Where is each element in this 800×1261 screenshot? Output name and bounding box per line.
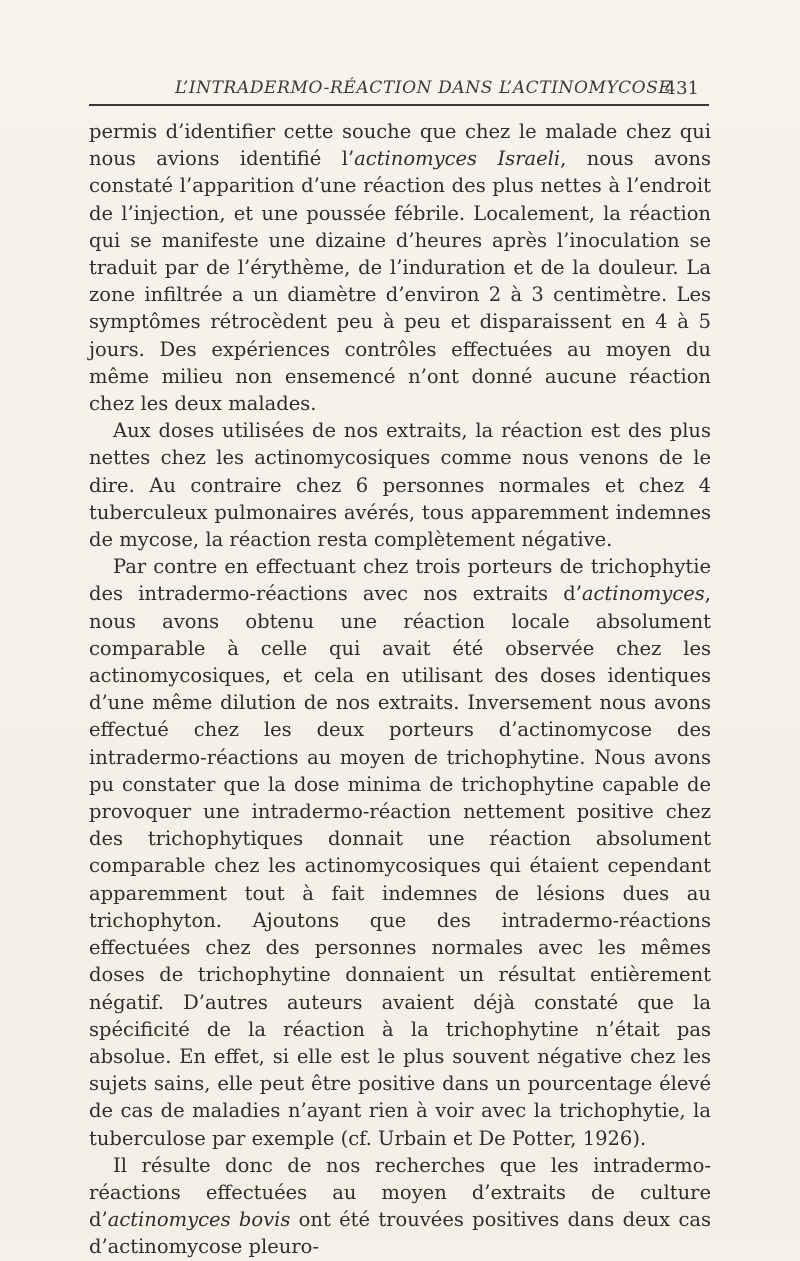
paragraph-1-run-3: , nous avons constaté l’apparition d’une réaction des plus nettes à l’endroit de l’injection, et une poussée fébrile. Localement, la réaction qui se manifeste une dizaine d’heures après l’inoculation se traduit par de l’érythème, de l’induration et de la douleur. La zone infiltrée a un diamètre d’environ 2 à 3 centimètre. Les symptômes rétrocèdent peu à peu et disparaissent en 4 à 5 jours. Des expériences contrôles effectuées au moyen du même milieu non ensemencé n’ont donné aucune réaction chez les deux malades. (89, 147, 711, 416)
paragraph-4-run-1: Il résulte donc de nos recherches que les intradermo-réactions effectuées au moyen d’extraits de culture d’ (89, 1153, 711, 1232)
paragraph-2-run-1: Aux doses utilisées de nos extraits, la réaction est des plus nettes chez les actinomycosiques comme nous venons de le dire. Au contraire chez 6 personnes normales et chez 4 tuberculeux pulmonaires avérés, tous apparemment indemnes de mycose, la réaction resta complètement négative. (89, 419, 711, 552)
paragraph-2 (89, 417, 711, 553)
header-rule (89, 104, 709, 106)
paragraph-3-run-2-italic: actinomyces (581, 582, 705, 606)
paragraph-3-run-1: Par contre en effectuant chez trois porteurs de trichophytie des intradermo-réactions avec nos extraits d’ (89, 555, 711, 606)
paragraph-4-run-2-italic: actinomyces bovis (107, 1208, 291, 1232)
paragraph-3 (89, 553, 711, 1151)
paragraph-1-run-2-italic: actinomyces Israeli (354, 147, 561, 171)
page-number: 431 (664, 78, 699, 99)
paragraph-4-run-3: ont été trouvées positives dans deux cas d’actinomycose pleuro- (89, 1208, 711, 1259)
page-header (89, 70, 709, 110)
paragraph-3-run-3: , nous avons obtenu une réaction locale absolument comparable à celle qui avait été observée chez les actinomycosiques, et cela en utilisant des doses identiques d’une même dilution de nos extraits. Inversement nous avons effectué chez les deux porteurs d’actinomycose des intradermo-réactions au moyen de trichophytine. Nous avons pu constater que la dose minima de trichophytine capable de provoquer une intradermo-réaction nettement positive chez des trichophytiques donnait une réaction absolument comparable chez les actinomycosiques qui étaient cependant apparemment tout à fait indemnes de lésions dues au trichophyton. Ajoutons que des intradermo-réactions effectuées chez des personnes normales avec les mêmes doses de trichophytine donnaient un résultat entièrement négatif. D’autres auteurs avaient déjà constaté que la spécificité de la réaction à la trichophytine n’était pas absolue. En effet, si elle est le plus souvent négative chez les sujets sains, elle peut être positive dans un pourcentage élevé de cas de maladies n’ayant rien à voir avec la trichophytie, la tuberculose par exemple (cf. Urbain et De Potter, 1926). (89, 582, 711, 1150)
body-text (89, 118, 711, 1261)
paragraph-1-run-1: permis d’identifier cette souche que chez le malade chez qui nous avions identifié l’ (89, 120, 711, 171)
running-title: L’INTRADERMO-RÉACTION DANS L’ACTINOMYCOSE (175, 78, 672, 98)
paragraph-4 (89, 1152, 711, 1261)
paragraph-1 (89, 118, 711, 417)
